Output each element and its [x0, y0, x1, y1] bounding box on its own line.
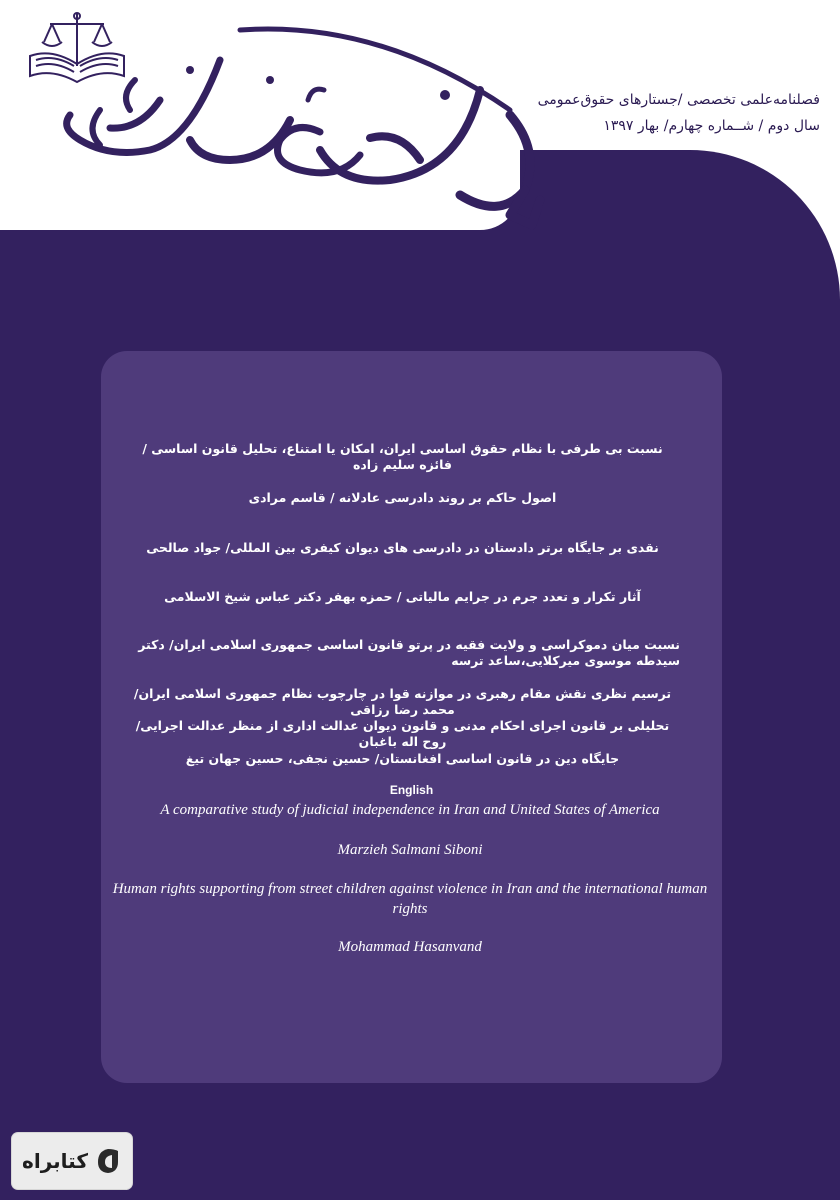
toc-item: نسبت میان دموکراسی و ولایت فقیه در پرتو قانون اساسی جمهوری اسلامی ایران/ دکتر سیدطه موسوی میرکلایی،ساعد ترسه: [138, 637, 680, 668]
toc-item: جایگاه دین در قانون اساسی افغانستان/ حسین نجفی، حسین جهان تیغ: [185, 751, 620, 766]
toc-item: نسبت بی طرفی با نظام حقوق اساسی ایران، امکان یا امتناع، تحلیل قانون اساسی / فائزه سلیم زاده: [142, 441, 663, 472]
toc-item: ترسیم نظری نقش مقام رهبری در موازنه قوا در چارچوب نظام جمهوری اسلامی ایران/ محمد رضا رزاقی: [133, 686, 672, 717]
english-article-author: Mohammad Hasanvand: [338, 939, 482, 955]
ketabrah-logo-icon: [94, 1147, 122, 1175]
toc-item: اصول حاکم بر روند دادرسی عادلانه / قاسم مرادی: [248, 490, 557, 505]
issue-info: سال دوم / شــماره چهارم/ بهار ۱۳۹۷: [603, 118, 820, 134]
toc-item: آثار تکرار و تعدد جرم در جرایم مالیاتی / حمزه بهفر دکتر عباس شیخ الاسلامی: [164, 589, 641, 604]
english-article-author: Marzieh Salmani Siboni: [337, 842, 483, 858]
journal-calligraphy-logo: [40, 20, 600, 250]
english-article-title: Human rights supporting from street children against violence in Iran and the international human rights: [112, 881, 708, 917]
toc-item: تحلیلی بر قانون اجرای احکام مدنی و قانون دیوان عدالت اداری از منظر عدالت اجرایی/ روح اله باغبان: [135, 718, 670, 749]
english-section-label: English: [389, 783, 434, 797]
english-article-title: A comparative study of judicial independence in Iran and United States of America: [160, 802, 660, 818]
ketabrah-badge-label: کتابراه: [22, 1149, 88, 1173]
journal-subtitle: فصلنامه‌علمی تخصصی /جستارهای حقوق‌عمومی: [537, 92, 820, 108]
toc-item: نقدی بر جایگاه برتر دادستان در دادرسی های دیوان کیفری بین المللی/ جواد صالحی: [146, 540, 659, 555]
ketabrah-badge[interactable]: [12, 1133, 132, 1189]
